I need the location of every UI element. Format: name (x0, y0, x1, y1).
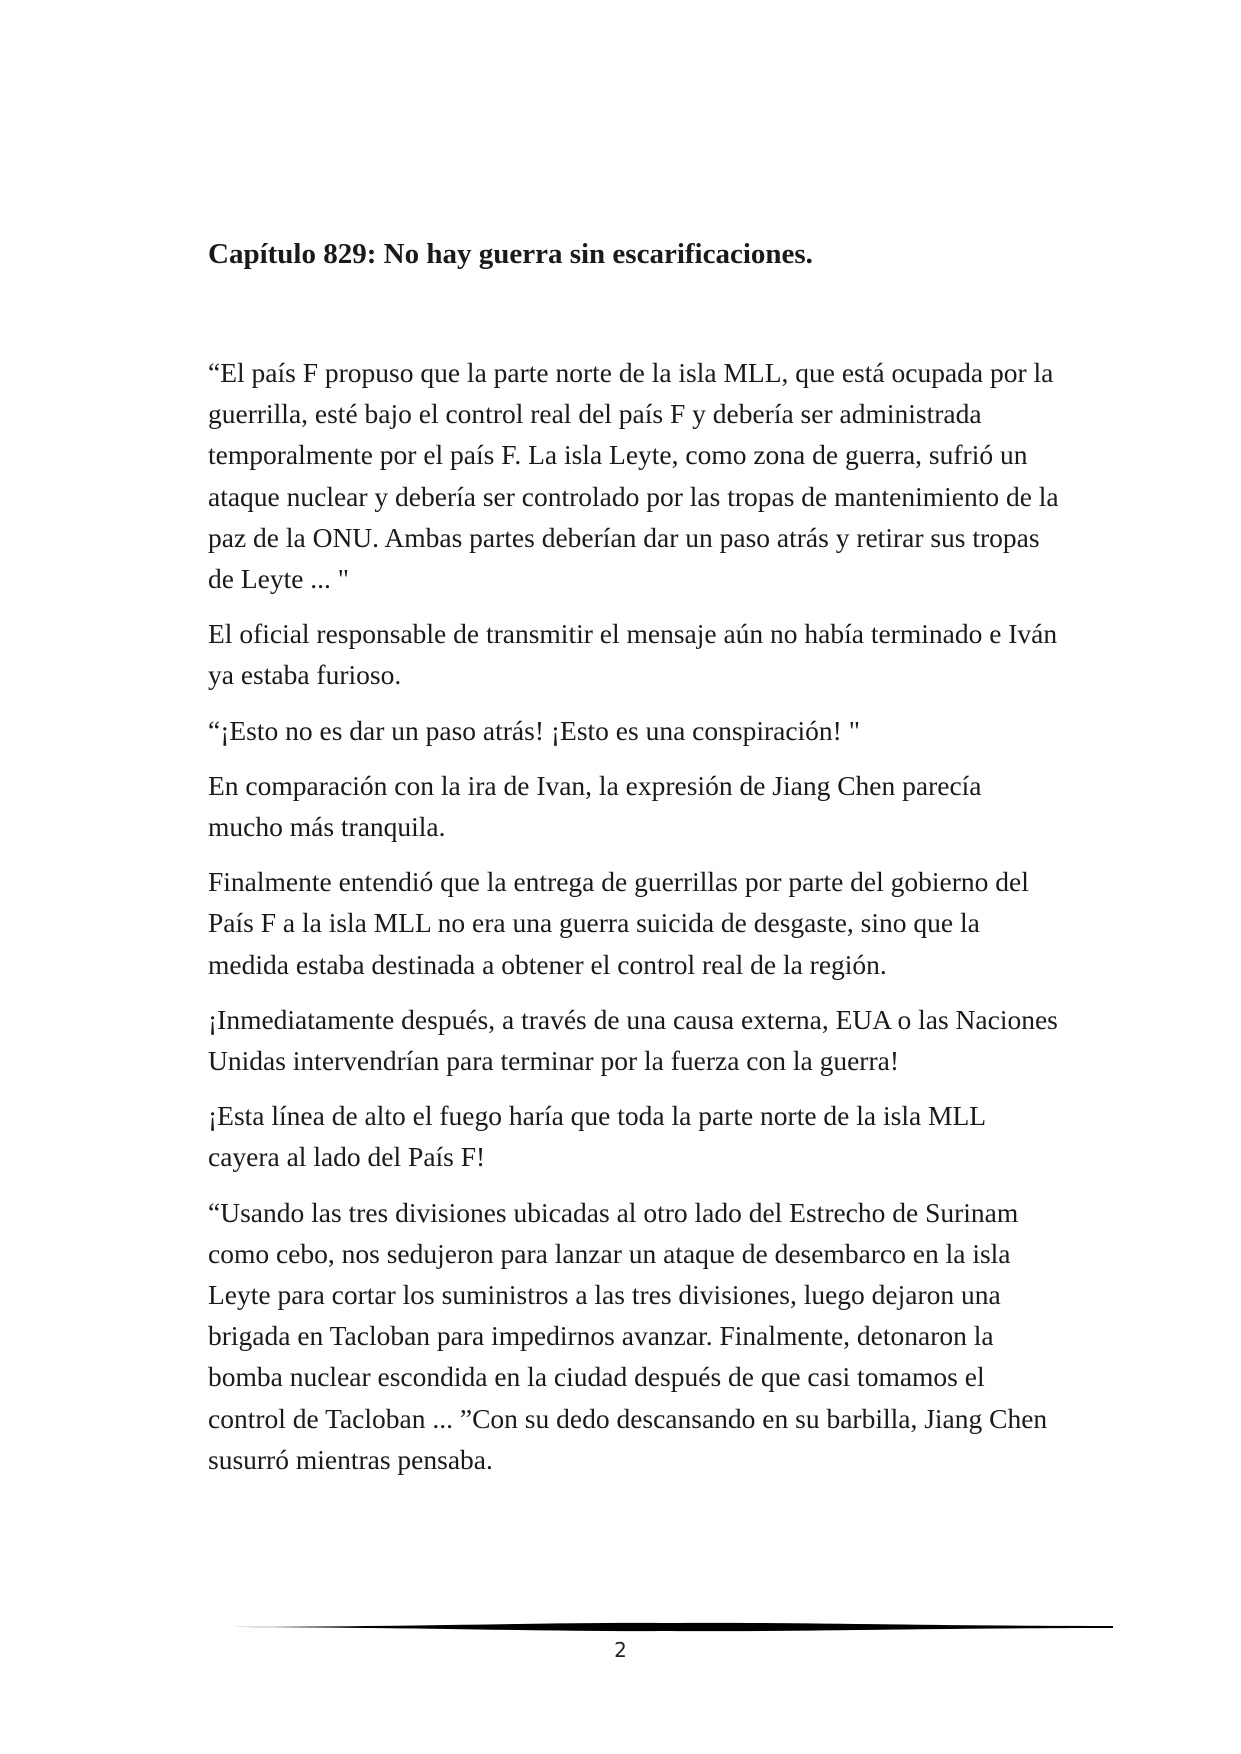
paragraph: ¡Esta línea de alto el fuego haría que toda la parte norte de la isla MLL cayera al lado del País F! (208, 1100, 986, 1173)
footer-divider (208, 1620, 1113, 1634)
paragraph: ¡Inmediatamente después, a través de una causa externa, EUA o las Naciones Unidas intervendrían para terminar por la fuerza con la guerra! (208, 1003, 1058, 1077)
chapter-title: Capítulo 829: No hay guerra sin escarificaciones. (208, 238, 813, 270)
paragraph: El oficial responsable de transmitir el mensaje aún no había terminado e Iván ya estaba furioso. (208, 618, 1058, 691)
paragraph: “El país F propuso que la parte norte de la isla MLL, que está ocupada por la guerrilla, esté bajo el control real del país F y debería ser administrada temporalmente por el país F. La isla Leyte, como zona de guerra, sufrió un ataque nuclear y debería ser controlado por las tropas de mantenimiento de la paz de la ONU. Ambas partes deberían dar un paso atrás y retirar sus tropas de Leyte ... " (208, 357, 1059, 595)
paragraph: “Usando las tres divisiones ubicadas al otro lado del Estrecho de Surinam como cebo, nos sedujeron para lanzar un ataque de desembarco en la isla Leyte para cortar los suministros a las tres divisiones, luego dejaron una brigada en Tacloban para impedirnos avanzar. Finalmente, detonaron la bomba nuclear escondida en la ciudad después de que casi tomamos el control de Tacloban ... ”Con su dedo descansando en su barbilla, Jiang Chen susurró mientras pensaba. (208, 1196, 1048, 1475)
paragraph: En comparación con la ira de Ivan, la expresión de Jiang Chen parecía mucho más tranquila. (208, 769, 982, 843)
paragraph: Finalmente entendió que la entrega de guerrillas por parte del gobierno del País F a la isla MLL no era una guerra suicida de desgaste, sino que la medida estaba destinada a obtener el control real de la región. (208, 866, 1029, 980)
paragraph: “¡Esto no es dar un paso atrás! ¡Esto es una conspiración! " (208, 714, 860, 746)
footer-divider-stroke (208, 1623, 1113, 1631)
page-number: 2 (614, 1638, 627, 1662)
body-text (208, 352, 1063, 1494)
